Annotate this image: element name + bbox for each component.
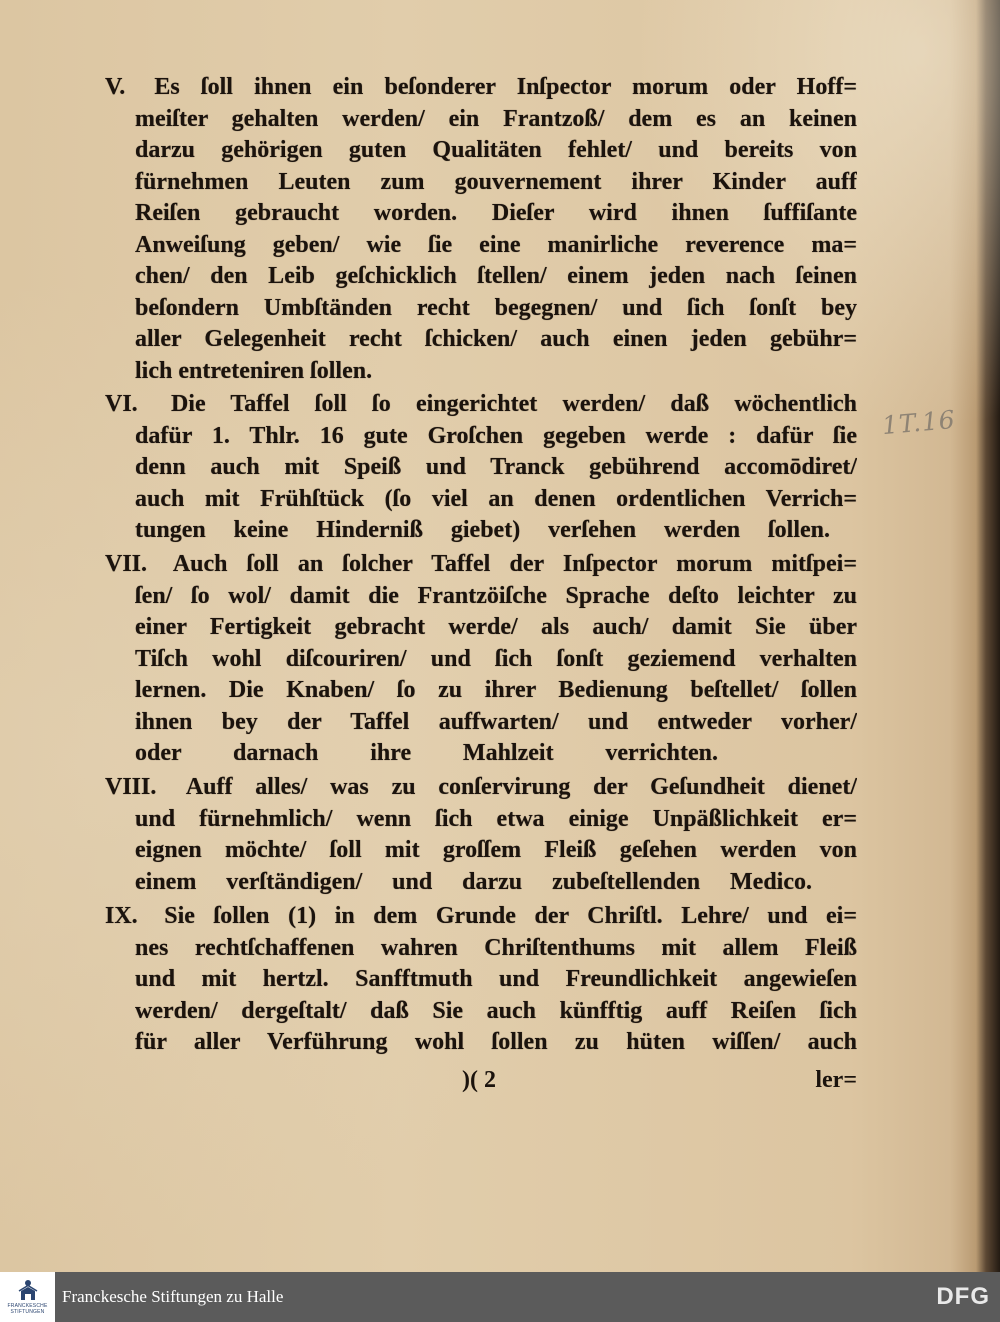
section-viii	[105, 772, 857, 898]
text-line: aller Gelegenheit recht ſchicken/ auch einen jeden gebühr=	[135, 326, 857, 352]
text-line: lich entreteniren ſollen.	[135, 357, 373, 384]
line-text: Sie ſollen (1) in dem Grunde der Chriſtl. Lehre/ und ei=	[164, 903, 857, 929]
institution-logo[interactable]	[0, 1272, 55, 1322]
text-line: lernen. Die Knaben/ ſo zu ihrer Bedienung beſtellet/ ſollen	[135, 677, 857, 703]
text-line	[105, 389, 857, 421]
logo-text: FRANCKESCHE STIFTUNGEN	[7, 1303, 48, 1315]
text-line: chen/ den Leib geſchicklich ſtellen/ einem jeden nach ſeinen	[135, 263, 857, 289]
text-line: ihnen bey der Taffel auffwarten/ und entweder vorher/	[135, 708, 857, 735]
section-vii	[105, 549, 857, 770]
section-ix	[105, 901, 857, 1059]
institution-link[interactable]: Franckesche Stiftungen zu Halle	[62, 1287, 284, 1306]
text-line: denn auch mit Speiß und Tranck gebührend accomōdiret/	[135, 454, 857, 480]
section-vi	[105, 389, 857, 547]
signature-mark: )( 2	[462, 1067, 496, 1093]
line-text: Die Taffel ſoll ſo eingerichtet werden/ daß wöchentlich	[170, 391, 857, 417]
section-numeral: VII.	[105, 551, 148, 577]
franckesche-stiftungen-emblem-icon	[17, 1279, 39, 1301]
text-line: darzu gehörigen guten Qualitäten fehlet/ und bereits von	[135, 137, 857, 163]
line-text: Es ſoll ihnen ein beſonderer Inſpector morum oder Hoff=	[154, 74, 857, 100]
text-line: Tiſch wohl diſcouriren/ und ſich ſonſt geziemend verhalten	[135, 645, 857, 672]
text-line: eignen möchte/ ſoll mit groſſem Fleiß geſehen werden von	[135, 837, 857, 863]
dfg-logo[interactable]: DFG	[936, 1283, 990, 1310]
section-numeral: VI.	[105, 391, 138, 417]
text-line: meiſter gehalten werden/ ein Frantzoß/ dem es an keinen	[135, 105, 857, 132]
catchword: ler=	[815, 1067, 857, 1093]
text-line: Reiſen gebraucht worden. Dieſer wird ihnen ſuffiſante	[135, 200, 857, 226]
text-line: oder darnach ihre Mahlzeit verrichten.	[135, 740, 718, 766]
text-line	[105, 772, 857, 804]
text-line: nes rechtſchaffenen wahren Chriſtenthums mit allem Fleiß	[135, 934, 857, 961]
text-line: auch mit Frühſtück (ſo viel an denen ordentlichen Verrich=	[135, 485, 857, 512]
text-line: einem verſtändigen/ und darzu zubeſtellenden Medico.	[135, 868, 812, 895]
viewer-footer	[0, 1272, 1000, 1322]
text-line: dafür 1. Thlr. 16 gute Groſchen gegeben werde : dafür ſie	[135, 422, 857, 449]
section-v	[105, 72, 857, 387]
text-line: werden/ dergeſtalt/ daß Sie auch künfftig auff Reiſen ſich	[135, 997, 857, 1024]
section-numeral: IX.	[105, 903, 138, 929]
text-line: fürnehmen Leuten zum gouvernement ihrer Kinder auff	[135, 168, 857, 195]
text-line: und fürnehmlich/ wenn ſich etwa einige Unpäßlichkeit er=	[135, 805, 857, 832]
text-line: einer Fertigkeit gebracht werde/ als auch/ damit Sie über	[135, 614, 857, 640]
text-line: tungen keine Hinderniß giebet) verſehen werden ſollen.	[135, 517, 830, 543]
text-line	[105, 72, 857, 104]
text-line: beſondern Umbſtänden recht begegnen/ und ſich ſonſt bey	[135, 294, 857, 321]
section-numeral: VIII.	[105, 774, 157, 800]
text-line: Anweiſung geben/ wie ſie eine manirliche reverence ma=	[135, 231, 857, 258]
handwritten-margin-note: 1T.16	[880, 404, 957, 441]
text-line	[105, 901, 857, 933]
section-numeral: V.	[105, 74, 126, 100]
line-text: Auff alles/ was zu conſervirung der Geſundheit dienet/	[185, 774, 857, 800]
text-line	[105, 549, 857, 581]
catchword-row	[0, 1064, 1000, 1096]
text-line: ſen/ ſo wol/ damit die Frantzöiſche Sprache deſto leichter zu	[135, 582, 857, 609]
text-line: und mit hertzl. Sanfftmuth und Freundlichkeit angewieſen	[135, 966, 857, 992]
text-line: für aller Verführung wohl ſollen zu hüten wiſſen/ auch	[135, 1029, 857, 1055]
line-text: Auch ſoll an ſolcher Taffel der Inſpector morum mitſpei=	[172, 551, 857, 577]
